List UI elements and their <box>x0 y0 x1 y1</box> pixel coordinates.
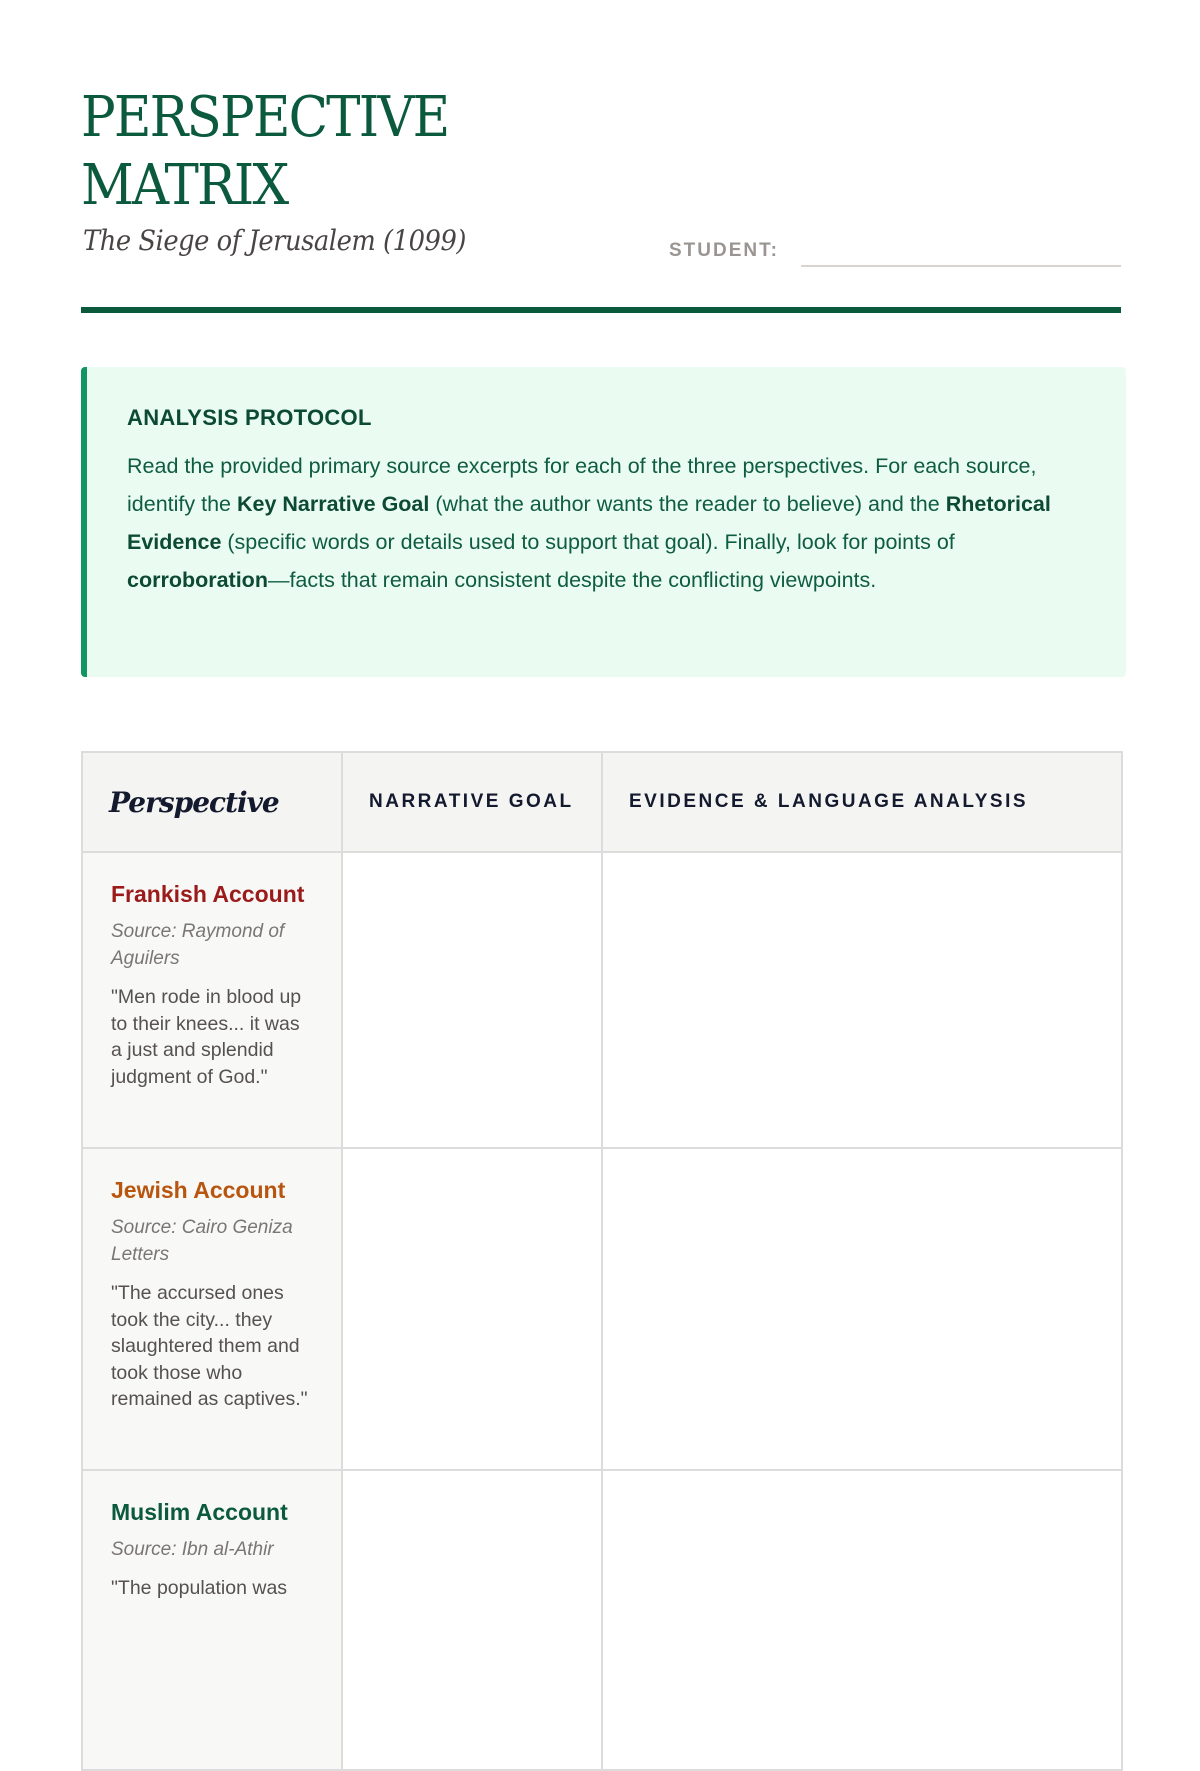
protocol-text-part: (specific words or details used to support that goal). Finally, look for points of <box>221 530 955 554</box>
table-row <box>82 1148 1122 1470</box>
narrative-goal-cell[interactable] <box>342 1148 602 1470</box>
account-name: Jewish Account <box>111 1177 286 1203</box>
header-evidence-analysis <box>602 752 1122 852</box>
account-name: Muslim Account <box>111 1499 288 1525</box>
page-title <box>81 84 448 220</box>
title-line-1: PERSPECTIVE <box>81 85 449 150</box>
account-quote: "The accursed ones took the city... they slaughtered them and took those who remained as captives." <box>111 1282 308 1410</box>
narrative-goal-cell[interactable] <box>342 1470 602 1770</box>
key-narrative-goal-term: Key Narrative Goal <box>236 492 430 516</box>
student-label: STUDENT: <box>669 240 779 261</box>
account-source: Source: Ibn al-Athir <box>111 1539 274 1560</box>
protocol-text-part: (what the author wants the reader to believe) and the <box>429 492 946 516</box>
header-perspective <box>82 752 342 852</box>
header-divider <box>81 307 1121 313</box>
protocol-text <box>127 447 1086 599</box>
header-narrative-goal <box>342 752 602 852</box>
account-source: Source: Cairo Geniza Letters <box>111 1217 293 1265</box>
protocol-heading: ANALYSIS PROTOCOL <box>127 405 372 430</box>
analysis-protocol-box <box>81 367 1126 677</box>
protocol-text-part: Read the provided primary source excerpts for each of the three perspectives. For each source, identify the <box>127 454 1037 516</box>
evidence-analysis-cell[interactable] <box>602 852 1122 1148</box>
perspective-cell <box>82 852 342 1148</box>
header-perspective-label: Perspective <box>109 785 279 819</box>
account-name: Frankish Account <box>111 881 305 907</box>
corroboration-term: corroboration <box>127 568 268 592</box>
header-narrative-goal-label: NARRATIVE GOAL <box>369 791 574 812</box>
student-name-field[interactable] <box>801 265 1121 267</box>
evidence-analysis-cell[interactable] <box>602 1470 1122 1770</box>
perspective-cell <box>82 1470 342 1770</box>
account-source: Source: Raymond of Aguilers <box>111 921 285 969</box>
page-subtitle: The Siege of Jerusalem (1099) <box>83 224 466 257</box>
account-quote: "Men rode in blood up to their knees... it was a just and splendid judgment of God." <box>111 986 302 1088</box>
narrative-goal-cell[interactable] <box>342 852 602 1148</box>
protocol-text-part: —facts that remain consistent despite the conflicting viewpoints. <box>267 568 877 592</box>
rhetorical-evidence-term: Rhetorical Evidence <box>127 492 1051 554</box>
table-row <box>82 852 1122 1148</box>
header-evidence-label: EVIDENCE & LANGUAGE ANALYSIS <box>629 791 1029 812</box>
table-row <box>82 1470 1122 1770</box>
title-line-2: MATRIX <box>81 153 288 218</box>
evidence-analysis-cell[interactable] <box>602 1148 1122 1470</box>
account-quote: "The population was <box>111 1577 288 1599</box>
perspective-matrix-table <box>81 751 1123 1771</box>
table-header-row <box>82 752 1122 852</box>
perspective-cell <box>82 1148 342 1470</box>
